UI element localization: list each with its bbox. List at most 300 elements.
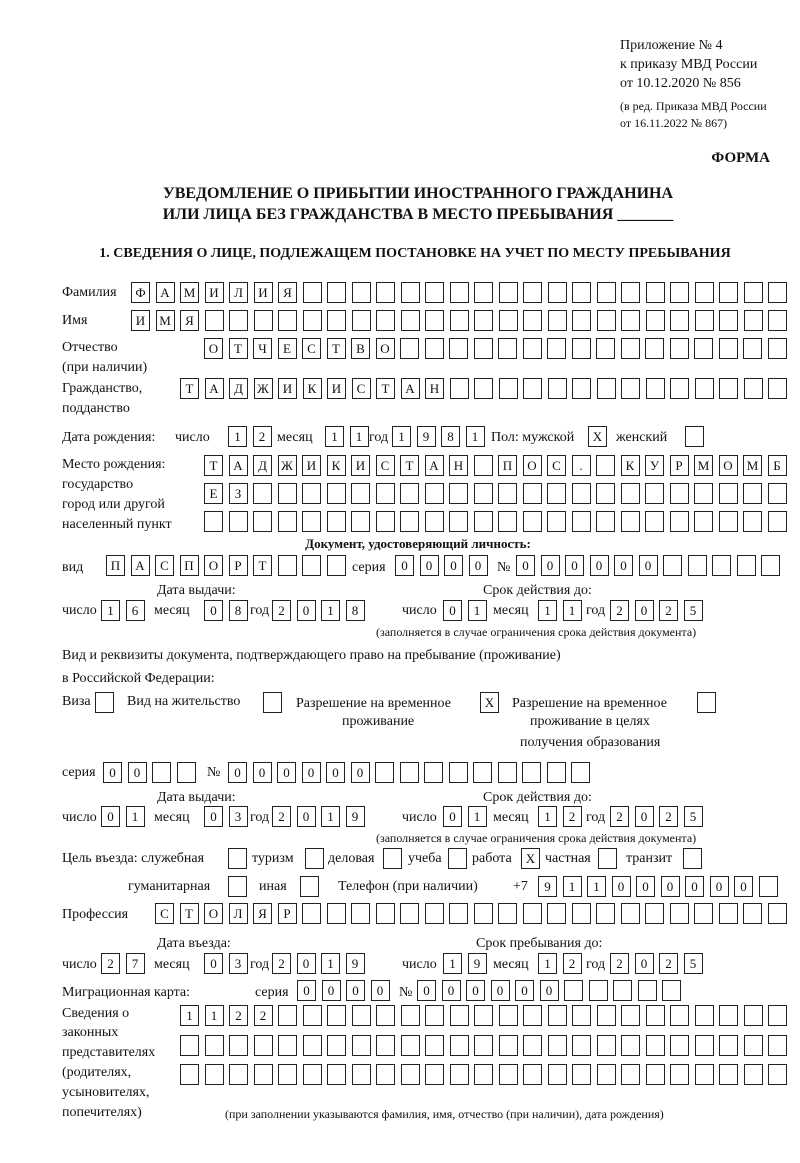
char-box[interactable]: [638, 980, 657, 1001]
char-box[interactable]: О: [204, 555, 223, 576]
char-box[interactable]: [768, 903, 787, 924]
char-box[interactable]: 0: [204, 953, 223, 974]
char-box[interactable]: [254, 1035, 273, 1056]
char-box[interactable]: [400, 338, 419, 359]
char-box[interactable]: [352, 1064, 371, 1085]
char-box[interactable]: 1: [205, 1005, 224, 1026]
char-box[interactable]: [547, 511, 566, 532]
char-box[interactable]: [589, 980, 608, 1001]
char-box[interactable]: 0: [204, 600, 223, 621]
char-box[interactable]: 1: [538, 600, 557, 621]
char-box[interactable]: [474, 1005, 493, 1026]
char-box[interactable]: [646, 282, 665, 303]
char-box[interactable]: [596, 338, 615, 359]
char-box[interactable]: 0: [443, 806, 462, 827]
char-box[interactable]: [425, 511, 444, 532]
char-box[interactable]: 1: [180, 1005, 199, 1026]
char-box[interactable]: [401, 282, 420, 303]
char-box[interactable]: 1: [321, 600, 340, 621]
char-box[interactable]: [177, 762, 196, 783]
char-box[interactable]: [621, 310, 640, 331]
char-box[interactable]: Л: [229, 282, 248, 303]
char-box[interactable]: 0: [491, 980, 510, 1001]
char-box[interactable]: 8: [229, 600, 248, 621]
char-box[interactable]: [670, 903, 689, 924]
char-box[interactable]: 0: [228, 762, 247, 783]
char-box[interactable]: [425, 338, 444, 359]
char-box[interactable]: 1: [587, 876, 606, 897]
char-box[interactable]: [572, 378, 591, 399]
char-box[interactable]: [572, 511, 591, 532]
char-box[interactable]: 0: [540, 980, 559, 1001]
char-box[interactable]: [768, 511, 787, 532]
char-box[interactable]: [474, 1064, 493, 1085]
char-box[interactable]: [474, 455, 493, 476]
char-box[interactable]: 7: [126, 953, 145, 974]
char-box[interactable]: [351, 511, 370, 532]
char-box[interactable]: Д: [229, 378, 248, 399]
char-box[interactable]: 2: [610, 953, 629, 974]
char-box[interactable]: [351, 903, 370, 924]
char-box[interactable]: [498, 903, 517, 924]
char-box[interactable]: [719, 1035, 738, 1056]
char-box[interactable]: С: [155, 555, 174, 576]
char-box[interactable]: [425, 1035, 444, 1056]
char-box[interactable]: [597, 378, 616, 399]
char-box[interactable]: [352, 1005, 371, 1026]
char-box[interactable]: А: [425, 455, 444, 476]
char-box[interactable]: [572, 1005, 591, 1026]
char-box[interactable]: 2: [563, 953, 582, 974]
char-box[interactable]: [719, 310, 738, 331]
char-box[interactable]: [744, 282, 763, 303]
char-box[interactable]: [572, 338, 591, 359]
char-box[interactable]: 2: [659, 806, 678, 827]
char-box[interactable]: [425, 282, 444, 303]
char-box[interactable]: 0: [635, 600, 654, 621]
char-box[interactable]: [737, 555, 756, 576]
char-box[interactable]: [694, 483, 713, 504]
char-box[interactable]: [719, 282, 738, 303]
char-box[interactable]: [498, 338, 517, 359]
char-box[interactable]: [499, 1035, 518, 1056]
checkbox[interactable]: [683, 848, 702, 869]
char-box[interactable]: [523, 511, 542, 532]
char-box[interactable]: [327, 310, 346, 331]
char-box[interactable]: Р: [670, 455, 689, 476]
char-box[interactable]: [205, 1035, 224, 1056]
char-box[interactable]: И: [351, 455, 370, 476]
char-box[interactable]: [376, 511, 395, 532]
char-box[interactable]: И: [254, 282, 273, 303]
checkbox[interactable]: [305, 848, 324, 869]
char-box[interactable]: 0: [346, 980, 365, 1001]
char-box[interactable]: [670, 1005, 689, 1026]
char-box[interactable]: [596, 483, 615, 504]
char-box[interactable]: [662, 980, 681, 1001]
char-box[interactable]: 6: [126, 600, 145, 621]
char-box[interactable]: Д: [253, 455, 272, 476]
char-box[interactable]: [621, 483, 640, 504]
char-box[interactable]: [523, 1005, 542, 1026]
char-box[interactable]: 3: [229, 953, 248, 974]
char-box[interactable]: 3: [229, 806, 248, 827]
char-box[interactable]: [768, 1064, 787, 1085]
char-box[interactable]: [498, 483, 517, 504]
char-box[interactable]: [401, 310, 420, 331]
char-box[interactable]: [596, 455, 615, 476]
char-box[interactable]: 1: [443, 953, 462, 974]
char-box[interactable]: Я: [253, 903, 272, 924]
char-box[interactable]: [229, 1035, 248, 1056]
char-box[interactable]: [564, 980, 583, 1001]
char-box[interactable]: 0: [442, 980, 461, 1001]
char-box[interactable]: 0: [253, 762, 272, 783]
char-box[interactable]: С: [352, 378, 371, 399]
char-box[interactable]: [327, 1005, 346, 1026]
char-box[interactable]: [278, 511, 297, 532]
char-box[interactable]: 0: [469, 555, 488, 576]
char-box[interactable]: 0: [297, 806, 316, 827]
char-box[interactable]: 0: [444, 555, 463, 576]
char-box[interactable]: [499, 282, 518, 303]
char-box[interactable]: [450, 310, 469, 331]
char-box[interactable]: [523, 338, 542, 359]
char-box[interactable]: [597, 1035, 616, 1056]
char-box[interactable]: [205, 310, 224, 331]
char-box[interactable]: М: [156, 310, 175, 331]
char-box[interactable]: [376, 483, 395, 504]
char-box[interactable]: С: [547, 455, 566, 476]
char-box[interactable]: И: [205, 282, 224, 303]
char-box[interactable]: [548, 1064, 567, 1085]
char-box[interactable]: [548, 1035, 567, 1056]
char-box[interactable]: [474, 338, 493, 359]
char-box[interactable]: [743, 338, 762, 359]
char-box[interactable]: Т: [400, 455, 419, 476]
char-box[interactable]: [670, 378, 689, 399]
char-box[interactable]: 9: [468, 953, 487, 974]
char-box[interactable]: 1: [350, 426, 369, 447]
char-box[interactable]: 0: [395, 555, 414, 576]
char-box[interactable]: М: [180, 282, 199, 303]
char-box[interactable]: И: [278, 378, 297, 399]
char-box[interactable]: 0: [685, 876, 704, 897]
char-box[interactable]: [768, 310, 787, 331]
char-box[interactable]: [547, 762, 566, 783]
char-box[interactable]: 0: [612, 876, 631, 897]
char-box[interactable]: [376, 1005, 395, 1026]
char-box[interactable]: 2: [253, 426, 272, 447]
char-box[interactable]: 0: [297, 953, 316, 974]
char-box[interactable]: [719, 378, 738, 399]
char-box[interactable]: [327, 483, 346, 504]
char-box[interactable]: [254, 310, 273, 331]
char-box[interactable]: [499, 310, 518, 331]
char-box[interactable]: 0: [322, 980, 341, 1001]
char-box[interactable]: [376, 1035, 395, 1056]
char-box[interactable]: 2: [659, 953, 678, 974]
char-box[interactable]: [743, 511, 762, 532]
char-box[interactable]: Я: [278, 282, 297, 303]
char-box[interactable]: К: [303, 378, 322, 399]
checkbox[interactable]: [263, 692, 282, 713]
char-box[interactable]: 1: [466, 426, 485, 447]
char-box[interactable]: 2: [659, 600, 678, 621]
char-box[interactable]: [425, 483, 444, 504]
char-box[interactable]: 0: [204, 806, 223, 827]
char-box[interactable]: С: [302, 338, 321, 359]
char-box[interactable]: [376, 903, 395, 924]
char-box[interactable]: [744, 1035, 763, 1056]
char-box[interactable]: [645, 483, 664, 504]
char-box[interactable]: 8: [441, 426, 460, 447]
char-box[interactable]: [744, 1064, 763, 1085]
char-box[interactable]: [302, 511, 321, 532]
char-box[interactable]: [327, 511, 346, 532]
char-box[interactable]: К: [327, 455, 346, 476]
char-box[interactable]: [450, 378, 469, 399]
char-box[interactable]: 5: [684, 806, 703, 827]
char-box[interactable]: [768, 378, 787, 399]
char-box[interactable]: [302, 903, 321, 924]
char-box[interactable]: [425, 1005, 444, 1026]
char-box[interactable]: О: [719, 455, 738, 476]
char-box[interactable]: [424, 762, 443, 783]
char-box[interactable]: [302, 483, 321, 504]
char-box[interactable]: [450, 1035, 469, 1056]
checkbox[interactable]: [228, 848, 247, 869]
char-box[interactable]: [695, 1035, 714, 1056]
char-box[interactable]: 0: [351, 762, 370, 783]
char-box[interactable]: 0: [565, 555, 584, 576]
char-box[interactable]: И: [327, 378, 346, 399]
char-box[interactable]: [450, 282, 469, 303]
char-box[interactable]: [645, 338, 664, 359]
char-box[interactable]: [401, 1064, 420, 1085]
char-box[interactable]: С: [155, 903, 174, 924]
char-box[interactable]: [621, 338, 640, 359]
char-box[interactable]: [425, 310, 444, 331]
checkbox[interactable]: X: [521, 848, 540, 869]
char-box[interactable]: [401, 1035, 420, 1056]
char-box[interactable]: [719, 1005, 738, 1026]
char-box[interactable]: 0: [710, 876, 729, 897]
char-box[interactable]: [205, 1064, 224, 1085]
char-box[interactable]: 1: [101, 600, 120, 621]
char-box[interactable]: [646, 310, 665, 331]
char-box[interactable]: [596, 903, 615, 924]
char-box[interactable]: 2: [272, 806, 291, 827]
char-box[interactable]: [548, 1005, 567, 1026]
char-box[interactable]: [694, 903, 713, 924]
char-box[interactable]: [670, 483, 689, 504]
char-box[interactable]: [719, 903, 738, 924]
char-box[interactable]: 1: [468, 600, 487, 621]
char-box[interactable]: [303, 310, 322, 331]
char-box[interactable]: 2: [563, 806, 582, 827]
char-box[interactable]: 0: [297, 980, 316, 1001]
char-box[interactable]: З: [229, 483, 248, 504]
char-box[interactable]: Р: [278, 903, 297, 924]
char-box[interactable]: [474, 378, 493, 399]
char-box[interactable]: [180, 1035, 199, 1056]
checkbox[interactable]: [228, 876, 247, 897]
char-box[interactable]: [670, 338, 689, 359]
char-box[interactable]: 1: [392, 426, 411, 447]
char-box[interactable]: Ф: [131, 282, 150, 303]
char-box[interactable]: [449, 762, 468, 783]
char-box[interactable]: [327, 903, 346, 924]
char-box[interactable]: П: [180, 555, 199, 576]
char-box[interactable]: [401, 1005, 420, 1026]
char-box[interactable]: 2: [101, 953, 120, 974]
char-box[interactable]: [327, 555, 346, 576]
char-box[interactable]: 2: [229, 1005, 248, 1026]
char-box[interactable]: [278, 1035, 297, 1056]
char-box[interactable]: 0: [417, 980, 436, 1001]
char-box[interactable]: Е: [204, 483, 223, 504]
char-box[interactable]: 0: [371, 980, 390, 1001]
char-box[interactable]: [621, 1064, 640, 1085]
char-box[interactable]: [400, 511, 419, 532]
char-box[interactable]: И: [302, 455, 321, 476]
char-box[interactable]: А: [401, 378, 420, 399]
char-box[interactable]: Р: [229, 555, 248, 576]
char-box[interactable]: [278, 310, 297, 331]
char-box[interactable]: Н: [425, 378, 444, 399]
char-box[interactable]: Т: [327, 338, 346, 359]
char-box[interactable]: [548, 282, 567, 303]
char-box[interactable]: [425, 1064, 444, 1085]
char-box[interactable]: 0: [734, 876, 753, 897]
checkbox[interactable]: [697, 692, 716, 713]
char-box[interactable]: [547, 338, 566, 359]
char-box[interactable]: [572, 483, 591, 504]
char-box[interactable]: 1: [228, 426, 247, 447]
char-box[interactable]: [621, 1035, 640, 1056]
char-box[interactable]: [523, 903, 542, 924]
char-box[interactable]: [278, 1064, 297, 1085]
char-box[interactable]: [621, 1005, 640, 1026]
char-box[interactable]: 0: [103, 762, 122, 783]
char-box[interactable]: В: [351, 338, 370, 359]
char-box[interactable]: А: [156, 282, 175, 303]
char-box[interactable]: [613, 980, 632, 1001]
char-box[interactable]: [670, 310, 689, 331]
char-box[interactable]: [744, 378, 763, 399]
char-box[interactable]: [474, 483, 493, 504]
char-box[interactable]: [400, 903, 419, 924]
char-box[interactable]: П: [498, 455, 517, 476]
char-box[interactable]: [695, 1005, 714, 1026]
char-box[interactable]: [719, 1064, 738, 1085]
char-box[interactable]: Я: [180, 310, 199, 331]
char-box[interactable]: [499, 378, 518, 399]
char-box[interactable]: [768, 1035, 787, 1056]
char-box[interactable]: [278, 483, 297, 504]
char-box[interactable]: 8: [346, 600, 365, 621]
char-box[interactable]: [646, 378, 665, 399]
char-box[interactable]: [523, 1035, 542, 1056]
char-box[interactable]: [229, 1064, 248, 1085]
checkbox[interactable]: [383, 848, 402, 869]
char-box[interactable]: 1: [325, 426, 344, 447]
char-box[interactable]: [695, 310, 714, 331]
char-box[interactable]: 1: [126, 806, 145, 827]
char-box[interactable]: [744, 1005, 763, 1026]
char-box[interactable]: [597, 1064, 616, 1085]
char-box[interactable]: [743, 483, 762, 504]
char-box[interactable]: Т: [229, 338, 248, 359]
char-box[interactable]: [548, 378, 567, 399]
char-box[interactable]: [229, 310, 248, 331]
char-box[interactable]: [152, 762, 171, 783]
char-box[interactable]: 1: [563, 600, 582, 621]
char-box[interactable]: [694, 338, 713, 359]
char-box[interactable]: [547, 483, 566, 504]
char-box[interactable]: [719, 483, 738, 504]
char-box[interactable]: [645, 511, 664, 532]
char-box[interactable]: [743, 903, 762, 924]
char-box[interactable]: [596, 511, 615, 532]
char-box[interactable]: [621, 903, 640, 924]
char-box[interactable]: 2: [272, 600, 291, 621]
char-box[interactable]: [572, 1064, 591, 1085]
char-box[interactable]: П: [106, 555, 125, 576]
char-box[interactable]: 0: [590, 555, 609, 576]
char-box[interactable]: Ж: [278, 455, 297, 476]
char-box[interactable]: [253, 483, 272, 504]
char-box[interactable]: [376, 310, 395, 331]
char-box[interactable]: [523, 1064, 542, 1085]
char-box[interactable]: 2: [272, 953, 291, 974]
char-box[interactable]: 1: [538, 806, 557, 827]
char-box[interactable]: 0: [277, 762, 296, 783]
checkbox[interactable]: [448, 848, 467, 869]
char-box[interactable]: [474, 310, 493, 331]
char-box[interactable]: [688, 555, 707, 576]
checkbox[interactable]: [95, 692, 114, 713]
char-box[interactable]: [768, 338, 787, 359]
char-box[interactable]: [571, 762, 590, 783]
char-box[interactable]: 0: [661, 876, 680, 897]
char-box[interactable]: 5: [684, 600, 703, 621]
char-box[interactable]: Б: [768, 455, 787, 476]
char-box[interactable]: 0: [420, 555, 439, 576]
char-box[interactable]: [375, 762, 394, 783]
char-box[interactable]: [548, 310, 567, 331]
char-box[interactable]: Т: [180, 378, 199, 399]
char-box[interactable]: [303, 282, 322, 303]
char-box[interactable]: [712, 555, 731, 576]
char-box[interactable]: 1: [321, 953, 340, 974]
char-box[interactable]: [597, 282, 616, 303]
char-box[interactable]: 1: [468, 806, 487, 827]
char-box[interactable]: [645, 903, 664, 924]
char-box[interactable]: [449, 338, 468, 359]
char-box[interactable]: [352, 310, 371, 331]
char-box[interactable]: .: [572, 455, 591, 476]
char-box[interactable]: [499, 1064, 518, 1085]
char-box[interactable]: [474, 282, 493, 303]
char-box[interactable]: [327, 282, 346, 303]
char-box[interactable]: [572, 310, 591, 331]
char-box[interactable]: [768, 483, 787, 504]
char-box[interactable]: [376, 282, 395, 303]
char-box[interactable]: С: [376, 455, 395, 476]
char-box[interactable]: [449, 903, 468, 924]
